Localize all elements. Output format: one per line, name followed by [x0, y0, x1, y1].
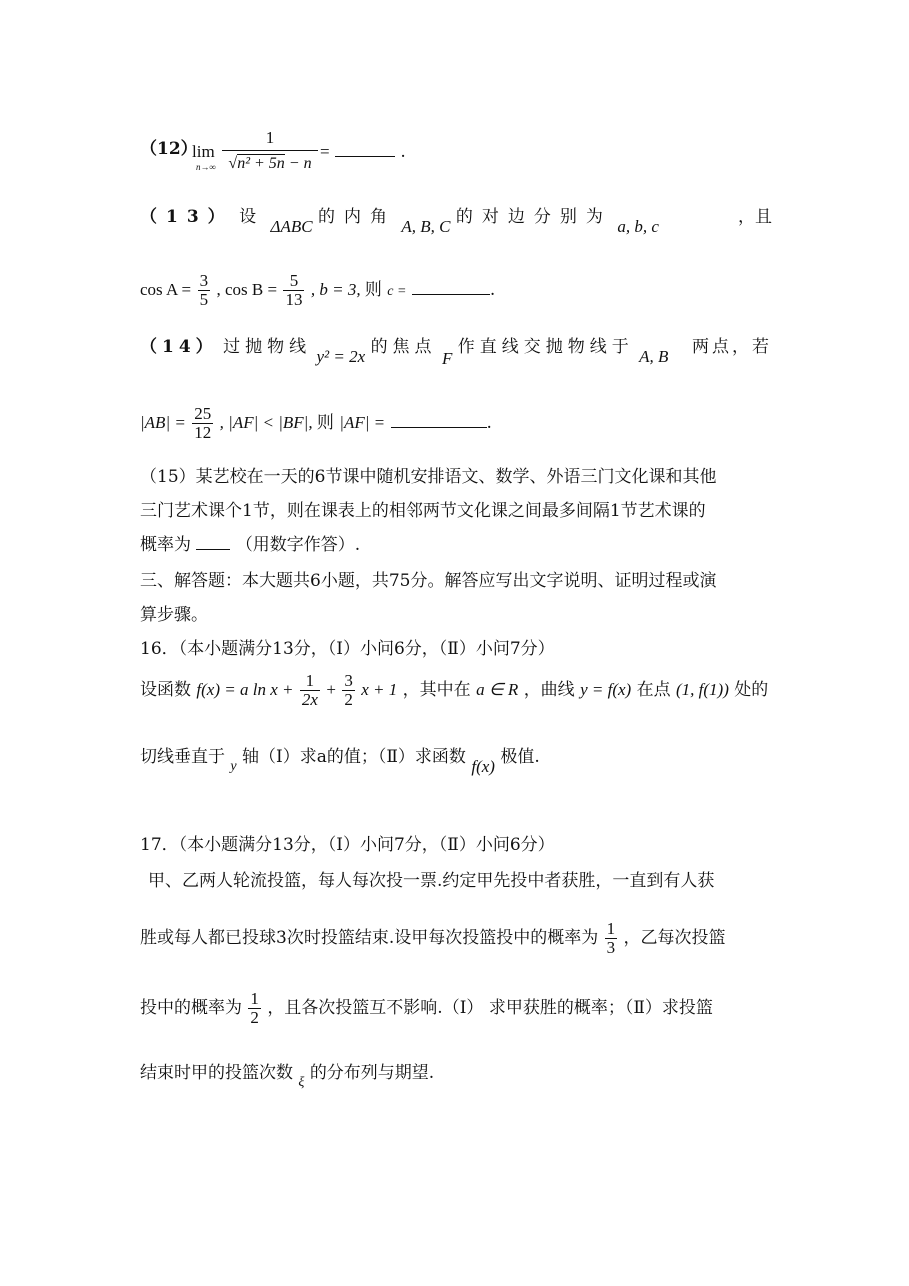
q13-frac-b: $\frac{5}{13}$ — [285, 271, 303, 309]
xi-symbol: ξ — [298, 1075, 305, 1090]
lim-text: lim — [192, 142, 215, 161]
q12-radicand: n² + 5n — [237, 155, 285, 172]
q14-frac: $\frac{25}{12}$ — [194, 404, 212, 442]
q16-header: 16．（本小题满分13分，（Ⅰ）小问6分，（Ⅱ）小问7分） — [140, 639, 555, 659]
q12-den-tail: − n — [284, 155, 312, 172]
sqrt-icon: √ — [228, 155, 238, 172]
q17-line3: 投中的概率为 $\frac{1}{2}$ ，且各次投篮互不影响.（Ⅰ） 求甲获胜的概率；（Ⅱ）求投篮 — [140, 989, 713, 1027]
q15-label: （15） — [140, 467, 196, 487]
q12-fraction — [222, 128, 318, 173]
q16-frac-2: $\frac{3}{2}$ — [344, 671, 353, 709]
q12-label: （12） — [140, 139, 198, 159]
q14-blank[interactable] — [391, 427, 487, 428]
q17-line2: 胜或每人都已投球3次时投篮结束.设甲每次投篮投中的概率为 $\frac{1}{3}$ ，乙每次投篮 — [140, 919, 726, 957]
q14-line2: |AB| = $\frac{25}{12}$ , |AF| < |BF|, 则 |AF| = . — [140, 404, 492, 442]
q17-header: 17．（本小题满分13分，（Ⅰ）小问7分，（Ⅱ）小问6分） — [140, 835, 555, 855]
q17-line4: 结束时甲的投篮次数 $_\xi$ 的分布列与期望. — [140, 1063, 435, 1090]
cos-b: , cos B = — [216, 279, 278, 299]
section3-line1: 三、解答题：本大题共6小题，共75分。解答应写出文字说明、证明过程或演 — [140, 571, 717, 591]
q12-denominator — [222, 153, 318, 173]
q15-line2: 三门艺术课个1节，则在课表上的相邻两节文化课之间最多间隔1节艺术课的 — [140, 501, 706, 521]
q12-answer: = . — [320, 142, 406, 162]
q12-equals: = — [320, 142, 330, 161]
q17-line1: 甲、乙两人轮流投篮，每人每次投一票.约定甲先投中者获胜，一直到有人获 — [148, 871, 715, 891]
triangle-abc: ΔABC — [270, 217, 313, 236]
q17-frac-2: $\frac{1}{2}$ — [250, 989, 259, 1027]
q13-line2: cos A = $\frac{3}{5}$ , cos B = $\frac{5}{13}$ , b = 3, 则 c = . — [140, 271, 496, 309]
q12-blank[interactable] — [335, 156, 395, 157]
q14-label: （14） — [140, 337, 218, 357]
q16-frac-1: $\frac{1}{2x}$ — [301, 671, 318, 709]
q13-frac-a: $\frac{3}{5}$ — [199, 271, 209, 309]
limit-subscript: n→∞ — [196, 162, 216, 172]
q14-line1: （14） 过抛物线 y² = 2x 的焦点 F 作直线交抛物线于 A, B 两点，若 — [140, 337, 772, 368]
section3-line2: 算步骤。 — [140, 605, 208, 625]
q15-line1: （15）某艺校在一天的6节课中随机安排语文、数学、外语三门文化课和其他 — [140, 467, 717, 487]
parabola-eq: y² = 2x — [316, 347, 366, 366]
q17-frac-1: $\frac{1}{3}$ — [606, 919, 616, 957]
limit-operator — [192, 142, 215, 162]
q15-blank[interactable] — [196, 549, 230, 550]
q12-line — [140, 134, 198, 159]
q13-label: （13） — [140, 207, 234, 227]
cos-a: cos A = — [140, 279, 192, 299]
q16-line2: 切线垂直于 $_y$ 轴（Ⅰ）求a的值；（Ⅱ）求函数 f(x) 极值. — [140, 747, 540, 776]
q16-line1: 设函数 f(x) = a ln x + $\frac{1}{2x}$ + $\frac{3}{2}$ x + 1 ，其中在 a ∈ R ，曲线 y = f(x) 在点 (1, f(1)) 处的 — [140, 671, 769, 709]
q15-line3: 概率为 （用数字作答）. — [140, 535, 361, 555]
q12-numerator: 1 — [222, 128, 318, 151]
function-def: f(x) = a ln x + — [196, 679, 294, 699]
q13-blank[interactable] — [412, 294, 490, 295]
q13-line1: （13） 设 ΔABC 的内角 A, B, C 的对边分别为 a, b, c ，且 — [140, 207, 772, 236]
